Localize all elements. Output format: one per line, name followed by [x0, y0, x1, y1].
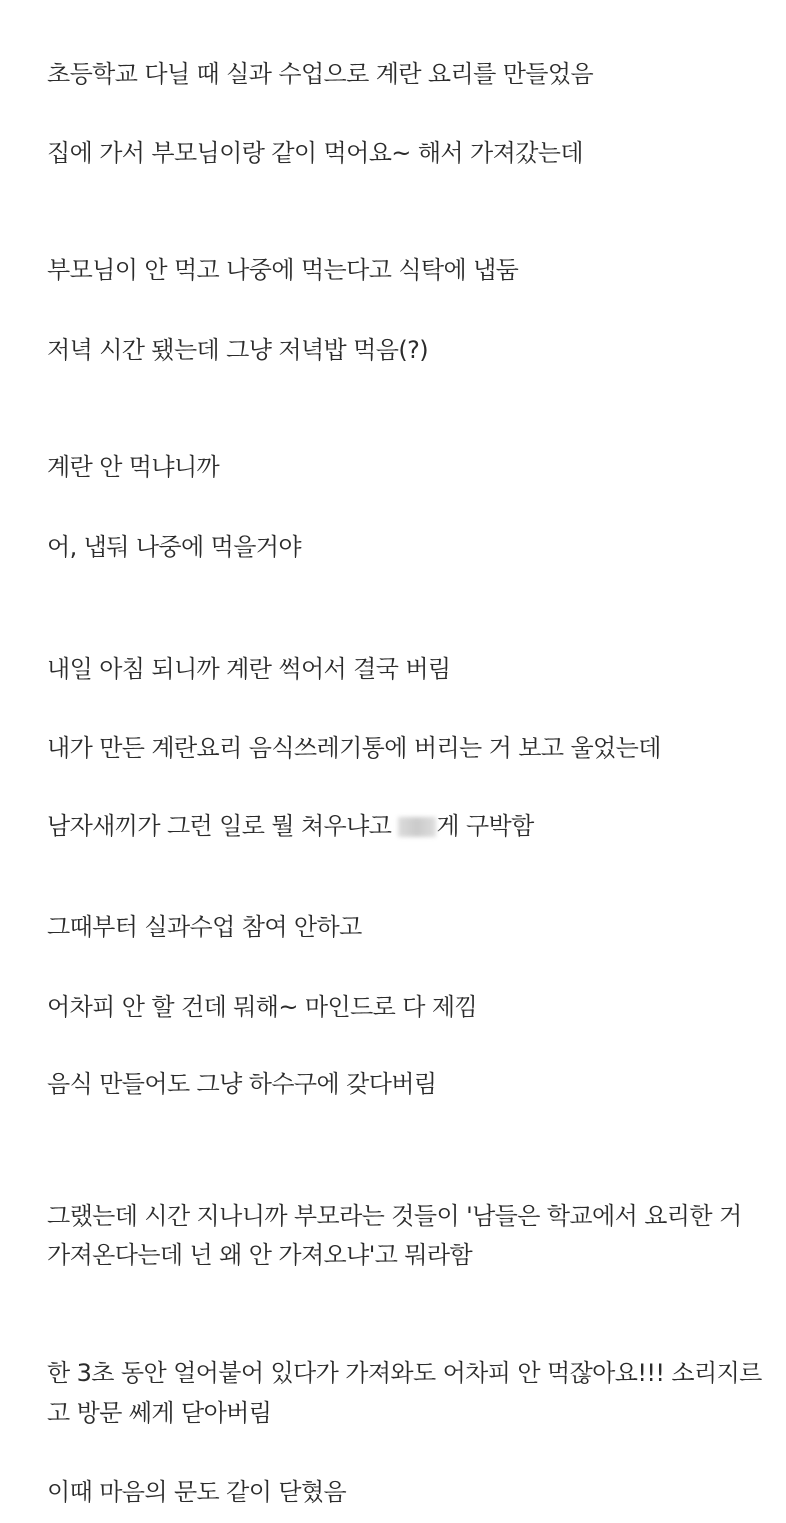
text-line: 고 방문 쎄게 닫아버림 [47, 1399, 272, 1427]
text-line: 초등학교 다닐 때 실과 수업으로 계란 요리를 만들었음 [47, 60, 594, 88]
text-line: 음식 만들어도 그냥 하수구에 갖다버림 [47, 1070, 437, 1098]
text-line: 내가 만든 계란요리 음식쓰레기통에 버리는 거 보고 울었는데 [47, 734, 661, 762]
text-line: 한 3초 동안 얼어붙어 있다가 가져와도 어차피 안 먹잖아요!!! 소리지르 [47, 1359, 762, 1387]
censored-blur [398, 817, 436, 837]
text-line: 내일 아침 되니까 계란 썩어서 결국 버림 [47, 655, 451, 683]
text-line: 이때 마음의 문도 같이 닫혔음 [47, 1478, 347, 1506]
text-line: 어, 냅둬 나중에 먹을거야 [47, 533, 301, 561]
text-segment: 게 구박함 [436, 812, 534, 840]
text-line: 부모님이 안 먹고 나중에 먹는다고 식탁에 냅둠 [47, 256, 519, 284]
text-line: 그랬는데 시간 지나니까 부모라는 것들이 '남들은 학교에서 요리한 거 [47, 1202, 742, 1230]
text-line-censored [47, 806, 747, 846]
text-line: 집에 가서 부모님이랑 같이 먹어요~ 해서 가져갔는데 [47, 139, 583, 167]
text-line: 어차피 안 할 건데 뭐해~ 마인드로 다 제낌 [47, 993, 478, 1021]
text-line: 계란 안 먹냐니까 [47, 453, 220, 481]
text-line: 저녁 시간 됐는데 그냥 저녁밥 먹음(?) [47, 336, 428, 364]
text-segment: 남자새끼가 그런 일로 뭘 쳐우냐고 [47, 812, 399, 840]
text-line: 가져온다는데 넌 왜 안 가져오냐'고 뭐라함 [47, 1241, 473, 1269]
text-line: 그때부터 실과수업 참여 안하고 [47, 913, 362, 941]
